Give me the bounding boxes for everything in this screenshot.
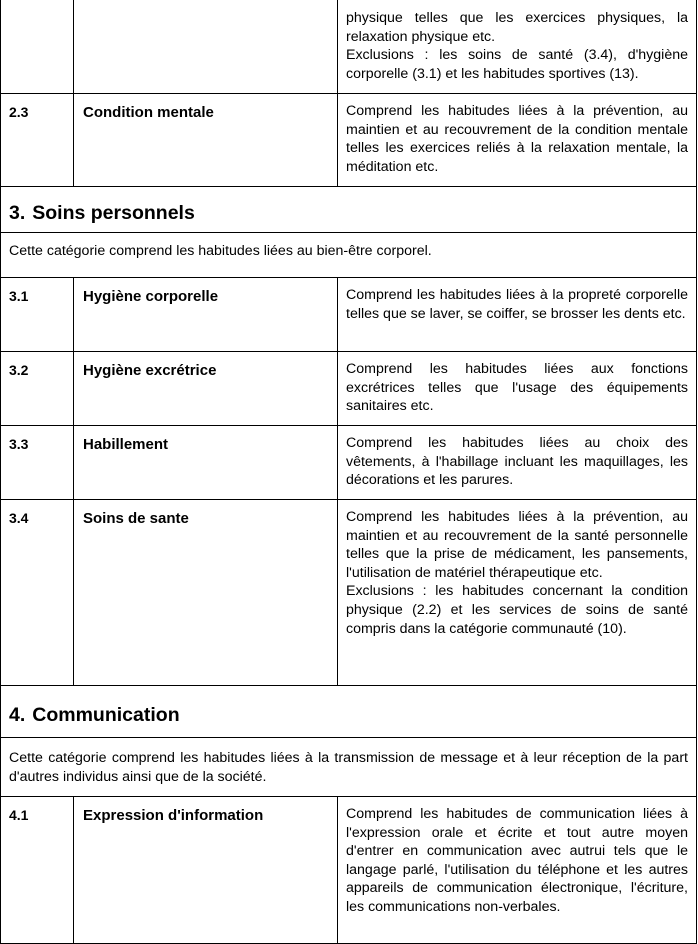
row-number: 4.1 — [1, 797, 74, 944]
row-description — [338, 352, 696, 425]
section-number: 4. — [9, 704, 26, 726]
exclusions-text: Exclusions : les soins de santé (3.4), d'hygiène corporelle (3.1) et les habitudes sportives (13). — [346, 47, 688, 82]
table-row-2-3 — [0, 93, 697, 186]
section-title-text: Communication — [32, 704, 180, 726]
row-name: Expression d'information — [74, 797, 338, 944]
row-number-cell — [1, 0, 74, 93]
section-heading-4 — [0, 685, 697, 737]
exclusions-text: Exclusions : les habitudes concernant la condition physique (2.2) et les services de soins de santé compris dans la catégorie communauté (10). — [346, 583, 688, 637]
row-description — [338, 797, 696, 944]
section-title — [1, 187, 696, 232]
row-name: Habillement — [74, 426, 338, 499]
row-number: 3.1 — [1, 278, 74, 351]
table-row-4-1 — [0, 796, 697, 944]
description-text: Comprend les habitudes liées aux fonctions excrétrices telles que l'usage des équipements sanitaires etc. — [346, 361, 688, 415]
section-number: 3. — [9, 202, 26, 224]
row-number: 3.3 — [1, 426, 74, 499]
row-description — [338, 426, 696, 499]
description-text: physique telles que les exercices physiques, la relaxation physique etc. — [346, 10, 688, 45]
table-row-3-2 — [0, 351, 697, 425]
row-number: 3.4 — [1, 500, 74, 685]
description-text: Comprend les habitudes liées à la prévention, au maintien et au recouvrement de la santé personnelle telles que la prise de médicament, les pansements, l'utilisation de matériel thérapeutique etc. — [346, 509, 688, 581]
section-intro-text: Cette catégorie comprend les habitudes liées au bien-être corporel. — [9, 243, 432, 259]
section-intro-4 — [0, 737, 697, 796]
table-row-3-3 — [0, 425, 697, 499]
row-description — [338, 94, 696, 186]
table-row-3-4 — [0, 499, 697, 685]
row-name: Hygiène excrétrice — [74, 352, 338, 425]
row-number: 3.2 — [1, 352, 74, 425]
section-title — [1, 686, 696, 737]
row-name: Soins de sante — [74, 500, 338, 685]
row-description-cell — [338, 0, 696, 93]
row-name-cell — [74, 0, 338, 93]
section-heading-3 — [0, 186, 697, 232]
row-number: 2.3 — [1, 94, 74, 186]
row-description — [338, 500, 696, 685]
row-description — [338, 278, 696, 351]
description-text: Comprend les habitudes de communication liées à l'expression orale et écrite et tout autre moyen d'entrer en communication avec autrui tels que le langage parlé, l'utilisation du téléphone et les autres appareils de communication électronique, l'écriture, les communications non-verbales. — [346, 806, 688, 915]
section-intro-3 — [0, 232, 697, 277]
row-name: Condition mentale — [74, 94, 338, 186]
description-text: Comprend les habitudes liées au choix des vêtements, à l'habillage incluant les maquillages, les décorations et les parures. — [346, 435, 688, 489]
row-name: Hygiène corporelle — [74, 278, 338, 351]
section-intro-text: Cette catégorie comprend les habitudes liées à la transmission de message et à leur réception de la part d'autres individus ainsi que de la société. — [9, 750, 688, 785]
section-title-text: Soins personnels — [32, 202, 195, 224]
description-text: Comprend les habitudes liées à la propreté corporelle telles que se laver, se coiffer, se brosser les dents etc. — [346, 287, 688, 322]
table-row-3-1 — [0, 277, 697, 351]
description-text: Comprend les habitudes liées à la prévention, au maintien et au recouvrement de la condition mentale telles les exercices reliés à la relaxation mentale, la méditation etc. — [346, 103, 688, 175]
table-row-continuation — [0, 0, 697, 93]
